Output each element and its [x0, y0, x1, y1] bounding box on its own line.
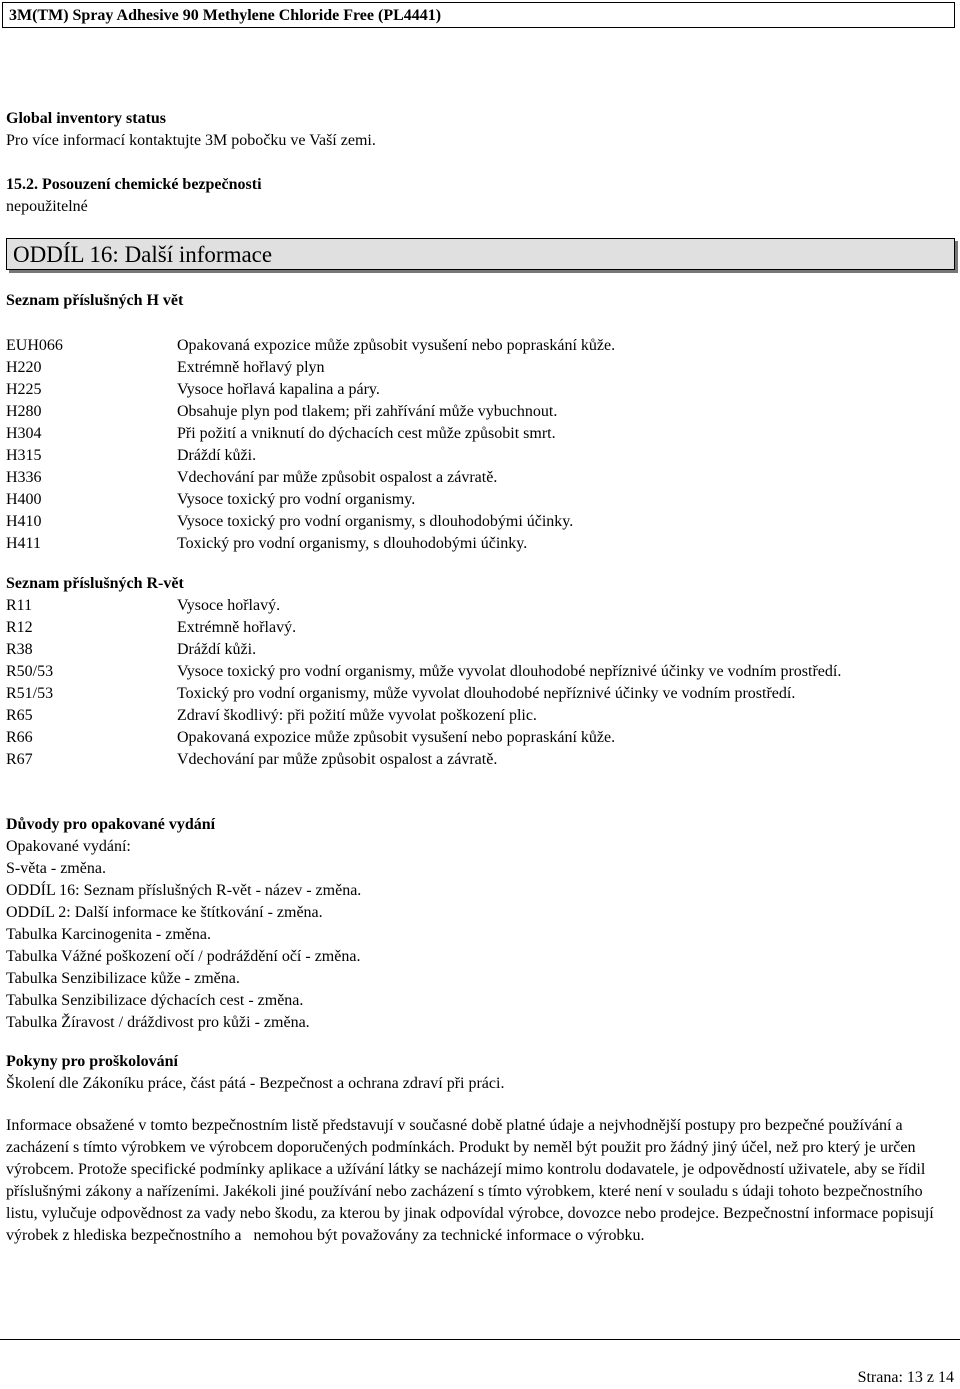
list-item [6, 467, 946, 489]
h-statements-title: Seznam příslušných H vět [6, 292, 184, 309]
r-statements-list [6, 595, 946, 771]
r-code: R65 [6, 707, 33, 724]
assessment-text: nepoužitelné [6, 198, 88, 215]
list-item [6, 683, 946, 705]
training-text: Školení dle Zákoníku práce, část pátá - Bezpečnost a ochrana zdraví při práci. [6, 1075, 505, 1092]
list-item [6, 379, 946, 401]
revision-line: Tabulka Senzibilizace dýchacích cest - změna. [6, 992, 304, 1009]
h-text: Vysoce hořlavá kapalina a páry. [177, 381, 380, 398]
r-code: R67 [6, 751, 33, 768]
revision-line: ODDÍL 16: Seznam příslušných R-vět - název - změna. [6, 882, 362, 899]
section-16-title: ODDÍL 16: Další informace [13, 242, 273, 267]
revision-line: Tabulka Senzibilizace kůže - změna. [6, 970, 240, 987]
r-text: Dráždí kůži. [177, 641, 257, 658]
inventory-text: Pro více informací kontaktujte 3M pobočku ve Vaší zemi. [6, 132, 376, 149]
footer-divider [0, 1339, 960, 1340]
h-text: Obsahuje plyn pod tlakem; při zahřívání může vybuchnout. [177, 403, 558, 420]
revision-line: Tabulka Karcinogenita - změna. [6, 926, 212, 943]
inventory-title: Global inventory status [6, 110, 167, 127]
r-code: R66 [6, 729, 33, 746]
list-item [6, 401, 946, 423]
list-item [6, 639, 946, 661]
h-text: Vysoce toxický pro vodní organismy, s dlouhodobými účinky. [177, 513, 574, 530]
h-code: H336 [6, 469, 42, 486]
h-text: Vysoce toxický pro vodní organismy. [177, 491, 416, 508]
list-item [6, 357, 946, 379]
h-code: H220 [6, 359, 42, 376]
r-text: Extrémně hořlavý. [177, 619, 297, 636]
product-title: 3M(TM) Spray Adhesive 90 Methylene Chloride Free (PL4441) [9, 7, 442, 24]
r-text: Toxický pro vodní organismy, může vyvolat dlouhodobé nepříznivé účinky ve vodním prostředí. [177, 685, 796, 702]
assessment-block [6, 174, 262, 218]
r-code: R38 [6, 641, 33, 658]
revision-title: Důvody pro opakované vydání [6, 816, 216, 833]
h-code: H410 [6, 513, 42, 530]
training-block [6, 1051, 504, 1095]
r-code: R51/53 [6, 685, 54, 702]
section-16-header [6, 238, 955, 270]
r-text: Vdechování par může způsobit ospalost a závratě. [177, 751, 498, 768]
list-item [6, 661, 946, 683]
disclaimer-text: Informace obsažené v tomto bezpečnostním listě představují v současné době platné údaje a nejvhodnější postupy pro bezpečné používání a zacházení s tímto výrobkem ve výrobcem doporučených podmínkách. Produkt by neměl být použit pro žádný jiný účel, než pro který je určen výrobcem. Protože specifické podmínky aplikace a užívání látky se nacházejí mimo kontrolu dodavatele, je odpovědností uživatele, aby se řídil příslušnými zákony a nařízeními. Jakékoli jiné používání nebo zacházení s tímto výrobkem, které není v souladu s údaji tohoto bezpečnostního listu, vylučuje odpovědnost za vady nebo škodu, za kterou by jinak odpovídal výrobce, dovozce nebo prodejce. Bezpečnostní informace popisují výrobek z hlediska bezpečnostního a nemohou být považovány za technické informace o výrobku. [6, 1117, 938, 1244]
list-item [6, 423, 946, 445]
revision-line: ODDíL 2: Další informace ke štítkování - změna. [6, 904, 323, 921]
list-item [6, 617, 946, 639]
list-item [6, 489, 946, 511]
list-item [6, 749, 946, 771]
revision-line: S-věta - změna. [6, 860, 106, 877]
r-code: R12 [6, 619, 33, 636]
list-item [6, 727, 946, 749]
h-code: H315 [6, 447, 42, 464]
list-item [6, 335, 946, 357]
h-text: Vdechování par může způsobit ospalost a závratě. [177, 469, 498, 486]
r-code: R50/53 [6, 663, 54, 680]
training-title: Pokyny pro proškolování [6, 1053, 178, 1070]
h-code: H304 [6, 425, 42, 442]
h-text: Toxický pro vodní organismy, s dlouhodobými účinky. [177, 535, 528, 552]
revision-line: Tabulka Žíravost / dráždivost pro kůži - změna. [6, 1014, 310, 1031]
assessment-title: 15.2. Posouzení chemické bezpečnosti [6, 176, 262, 193]
revision-line: Tabulka Vážné poškození očí / podráždění očí - změna. [6, 948, 361, 965]
h-code: H411 [6, 535, 41, 552]
h-code: H400 [6, 491, 42, 508]
h-code: H280 [6, 403, 42, 420]
revision-line: Opakované vydání: [6, 838, 131, 855]
r-statements-title: Seznam příslušných R-vět [6, 575, 184, 592]
list-item [6, 705, 946, 727]
h-text: Při požití a vniknutí do dýchacích cest může způsobit smrt. [177, 425, 556, 442]
list-item [6, 511, 946, 533]
page-number: Strana: 13 z 14 [857, 1369, 954, 1386]
r-text: Opakovaná expozice může způsobit vysušení nebo popraskání kůže. [177, 729, 616, 746]
h-code: H225 [6, 381, 42, 398]
inventory-block [6, 108, 376, 152]
list-item [6, 595, 946, 617]
h-text: Extrémně hořlavý plyn [177, 359, 325, 376]
r-code: R11 [6, 597, 33, 614]
revision-block [6, 814, 361, 1034]
r-text: Vysoce toxický pro vodní organismy, může vyvolat dlouhodobé nepříznivé účinky ve vodním prostředí. [177, 663, 842, 680]
h-text: Opakovaná expozice může způsobit vysušení nebo popraskání kůže. [177, 337, 616, 354]
document-header [2, 2, 955, 28]
list-item [6, 533, 946, 555]
h-text: Dráždí kůži. [177, 447, 257, 464]
list-item [6, 445, 946, 467]
r-text: Vysoce hořlavý. [177, 597, 281, 614]
r-text: Zdraví škodlivý: při požití může vyvolat poškození plic. [177, 707, 537, 724]
h-code: EUH066 [6, 337, 63, 354]
h-statements-list [6, 335, 946, 555]
